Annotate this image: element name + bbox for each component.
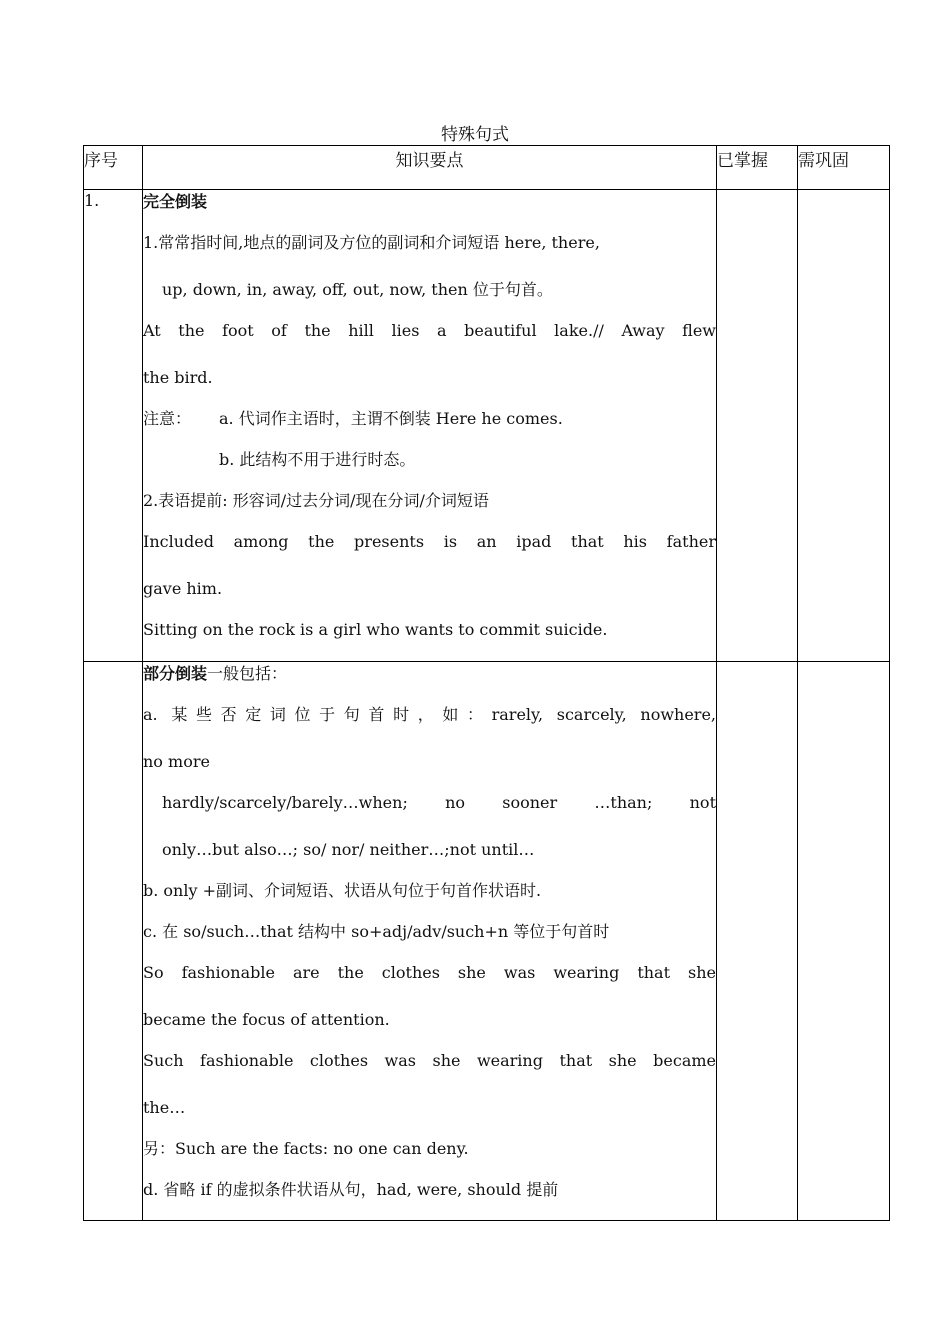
- rule-text: hardly/scarcely/barely…when; no sooner …than; not: [162, 793, 716, 812]
- note-line: [143, 407, 716, 430]
- rule-text: only…but also…; so/ nor/ neither…;not until…: [162, 840, 535, 859]
- knowledge-table: [83, 145, 890, 1221]
- header-main: 知识要点: [143, 146, 717, 190]
- rule-text: up, down, in, away, off, out, now, then 位于句首。: [162, 280, 553, 299]
- consolidate-cell[interactable]: [798, 190, 890, 662]
- row-number: 1.: [84, 190, 143, 662]
- note-text: b. 此结构不用于进行时态。: [219, 450, 416, 469]
- example-sentence: At the foot of the hill lies a beautiful lake.// Away flew: [143, 321, 716, 340]
- note-label: 注意：: [143, 409, 192, 428]
- rule-text: a. 某些否定词位于句首时，如：rarely, scarcely, nowhere,: [143, 705, 716, 724]
- example-sentence: So fashionable are the clothes she was wearing that she: [143, 963, 716, 982]
- header-mastered: 已掌握: [717, 146, 798, 190]
- section-heading-line: [143, 662, 716, 685]
- example-sentence: the…: [143, 1098, 186, 1117]
- page-title: 特殊句式: [441, 125, 509, 145]
- rule-text: b. only +副词、介词短语、状语从句位于句首作状语时.: [143, 881, 542, 900]
- rule-text: c. 在 so/such…that 结构中 so+adj/adv/such+n 等位于句首时: [143, 922, 610, 941]
- section-heading: 部分倒装: [143, 664, 208, 683]
- table-header-row: [84, 146, 890, 190]
- row-number: [84, 662, 143, 1221]
- rule-text: d. 省略 if 的虚拟条件状语从句，had, were, should 提前: [143, 1180, 559, 1199]
- section-heading-rest: 一般包括：: [207, 664, 288, 683]
- example-sentence: Sitting on the rock is a girl who wants to commit suicide.: [143, 620, 608, 639]
- example-sentence: 另：Such are the facts: no one can deny.: [143, 1139, 469, 1158]
- example-sentence: Such fashionable clothes was she wearing that she became: [143, 1051, 716, 1070]
- rule-text: 2.表语提前: 形容词/过去分词/现在分词/介词短语: [143, 491, 489, 510]
- example-sentence: the bird.: [143, 368, 213, 387]
- example-sentence: Included among the presents is an ipad that his father: [143, 532, 716, 551]
- example-sentence: gave him.: [143, 579, 223, 598]
- mastered-cell[interactable]: [717, 190, 798, 662]
- section-heading: 完全倒装: [143, 192, 208, 211]
- knowledge-cell: [143, 190, 717, 662]
- mastered-cell[interactable]: [717, 662, 798, 1221]
- header-consolidate: 需巩固: [798, 146, 890, 190]
- header-no: 序号: [84, 146, 143, 190]
- knowledge-cell: [143, 662, 717, 1221]
- rule-text: 1.常常指时间,地点的副词及方位的副词和介词短语 here, there,: [143, 233, 600, 252]
- rule-text: no more: [143, 752, 210, 771]
- table-row: [84, 662, 890, 1221]
- consolidate-cell[interactable]: [798, 662, 890, 1221]
- table-row: [84, 190, 890, 662]
- note-text: a. 代词作主语时，主谓不倒装 Here he comes.: [219, 409, 563, 428]
- example-sentence: became the focus of attention.: [143, 1010, 390, 1029]
